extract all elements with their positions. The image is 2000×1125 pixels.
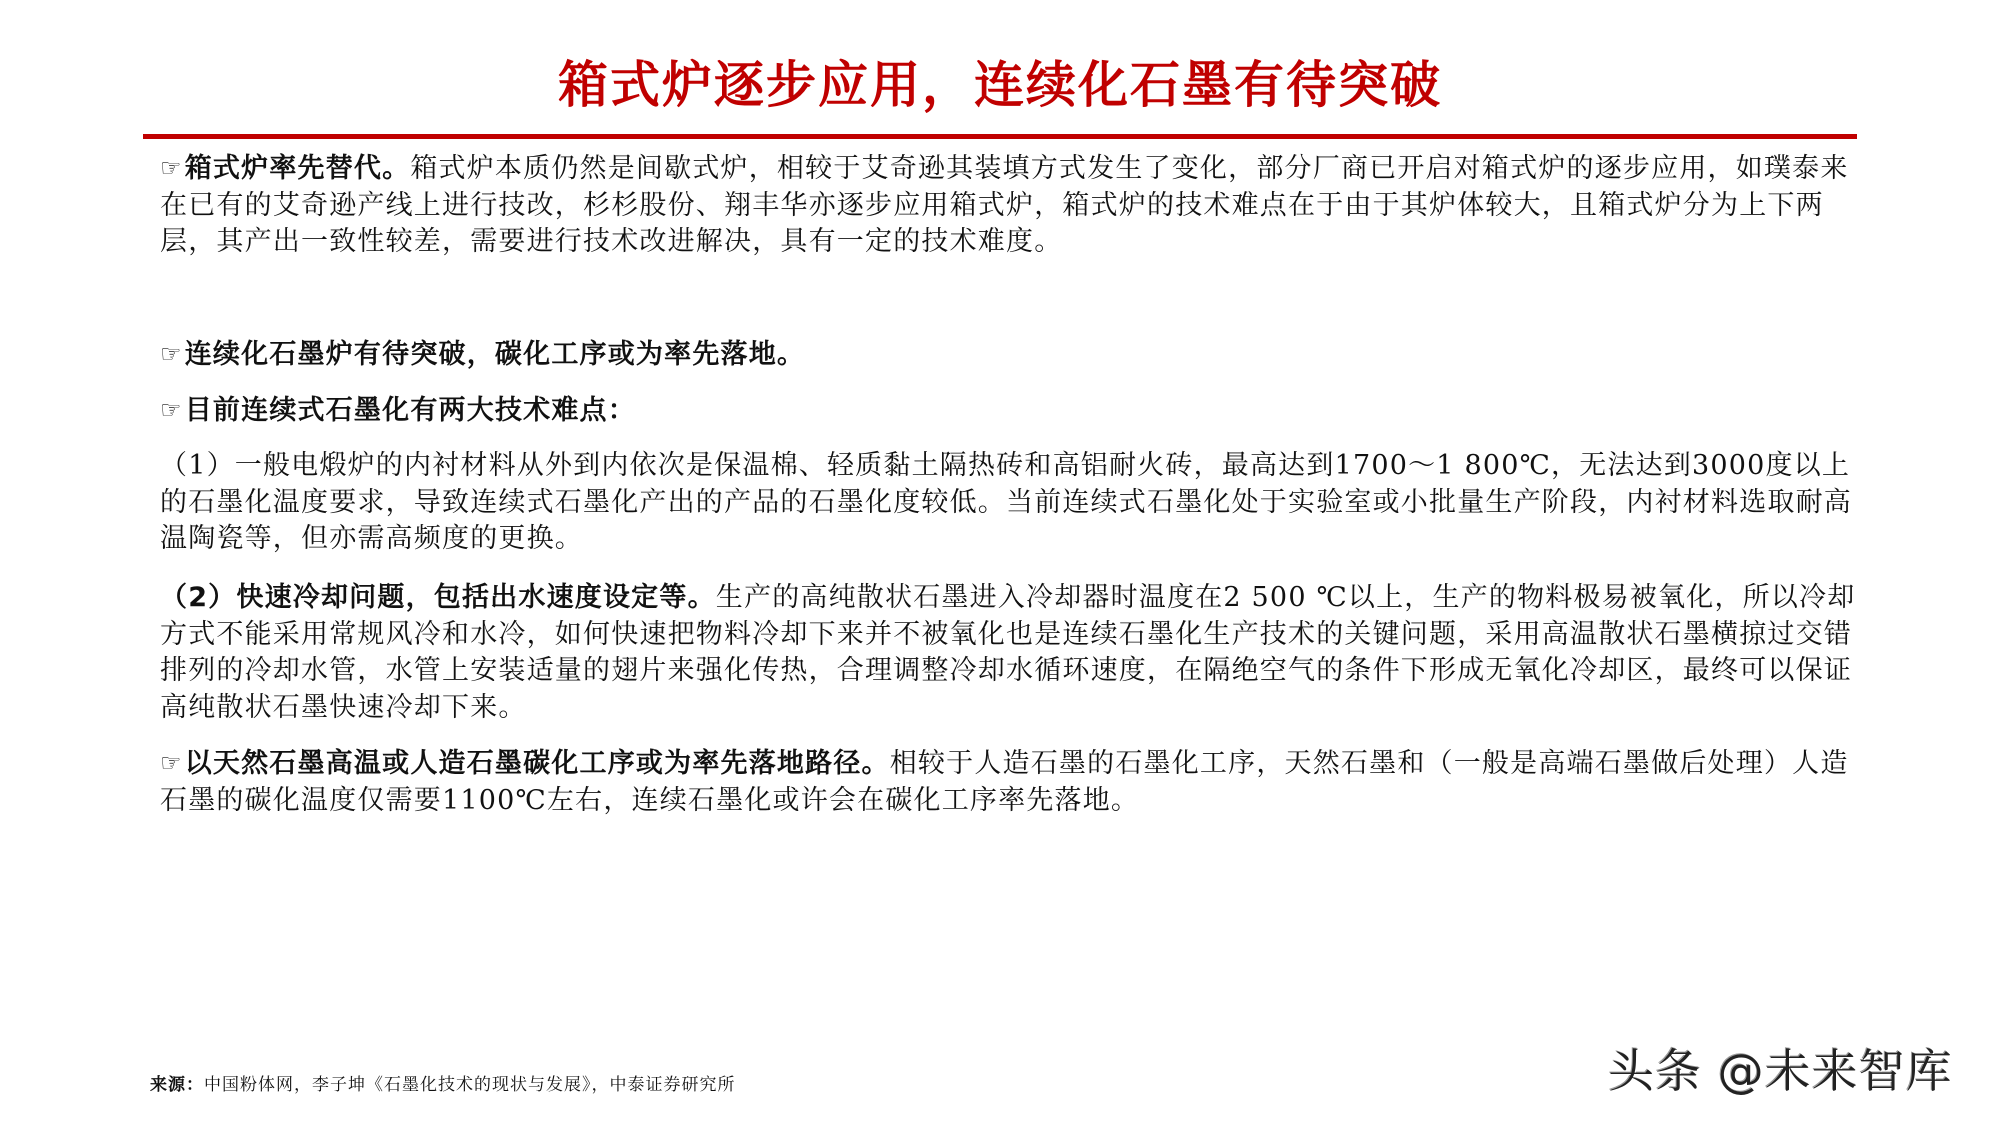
paragraph-body: 箱式炉本质仍然是间歇式炉，相较于艾奇逊其装填方式发生了变化，部分厂商已开启对箱式炉的逐步应用，如璞泰来在已有的艾奇逊产线上进行技改，杉杉股份、翔丰华亦逐步应用箱式炉，箱式炉的技术难点在于由于其炉体较大，且箱式炉分为上下两层，其产出一致性较差，需要进行技术改进解决，具有一定的技术难度。 (160, 153, 1849, 257)
source-label: 来源： (150, 1075, 204, 1095)
paragraph-heading: （2）快速冷却问题，包括出水速度设定等。 (160, 582, 716, 613)
paragraph-heading: 箱式炉率先替代。 (184, 153, 411, 184)
hand-pointing-right-icon: ☞ (160, 396, 183, 424)
hand-pointing-right-icon: ☞ (160, 749, 183, 777)
paragraph-difficulty-2 (160, 580, 1860, 726)
title-divider (143, 134, 1857, 139)
paragraph-body: 相较于人造石墨的石墨化工序，天然石墨和（一般是高端石墨做后处理）人造石墨的碳化温度仅需要1100℃左右，连续石墨化或许会在碳化工序率先落地。 (160, 748, 1849, 816)
paragraph-difficulty-1 (160, 448, 1860, 558)
slide-title: 箱式炉逐步应用，连续化石墨有待突破 (558, 56, 1442, 114)
paragraph-heading: 目前连续式石墨化有两大技术难点： (184, 395, 636, 426)
paragraph-two-difficulties (160, 392, 1860, 430)
watermark: 头条 @未来智库 (1608, 1044, 1953, 1098)
hand-pointing-right-icon: ☞ (160, 340, 183, 368)
paragraph-heading: 连续化石墨炉有待突破，碳化工序或为率先落地。 (184, 339, 806, 370)
paragraph-heading: 以天然石墨高温或人造石墨碳化工序或为率先落地路径。 (184, 748, 890, 779)
source-text: 中国粉体网，李子坤《石墨化技术的现状与发展》，中泰证券研究所 (204, 1075, 736, 1095)
paragraph-continuous-graphitization (160, 336, 1860, 374)
paragraph-box-furnace (160, 150, 1860, 261)
paragraph-body: 生产的高纯散状石墨进入冷却器时温度在2 500 ℃以上，生产的物料极易被氧化，所以冷却方式不能采用常规风冷和水冷，如何快速把物料冷却下来并不被氧化也是连续石墨化生产技术的关键问题，采用高温散状石墨横掠过交错排列的冷却水管，水管上安装适量的翅片来强化传热，合理调整冷却水循环速度，在隔绝空气的条件下形成无氧化冷却区，最终可以保证高纯散状石墨快速冷却下来。 (160, 582, 1856, 723)
paragraph-carbonization-path (160, 745, 1860, 819)
hand-pointing-right-icon: ☞ (160, 154, 183, 182)
source-note (150, 1070, 736, 1095)
paragraph-body: （1）一般电煅炉的内衬材料从外到内依次是保温棉、轻质黏土隔热砖和高铝耐火砖，最高达到1700～1 800℃，无法达到3000度以上的石墨化温度要求，导致连续式石墨化产出的产品的石墨化度较低。当前连续式石墨化处于实验室或小批量生产阶段，内衬材料选取耐高温陶瓷等，但亦需高频度的更换。 (160, 450, 1852, 554)
